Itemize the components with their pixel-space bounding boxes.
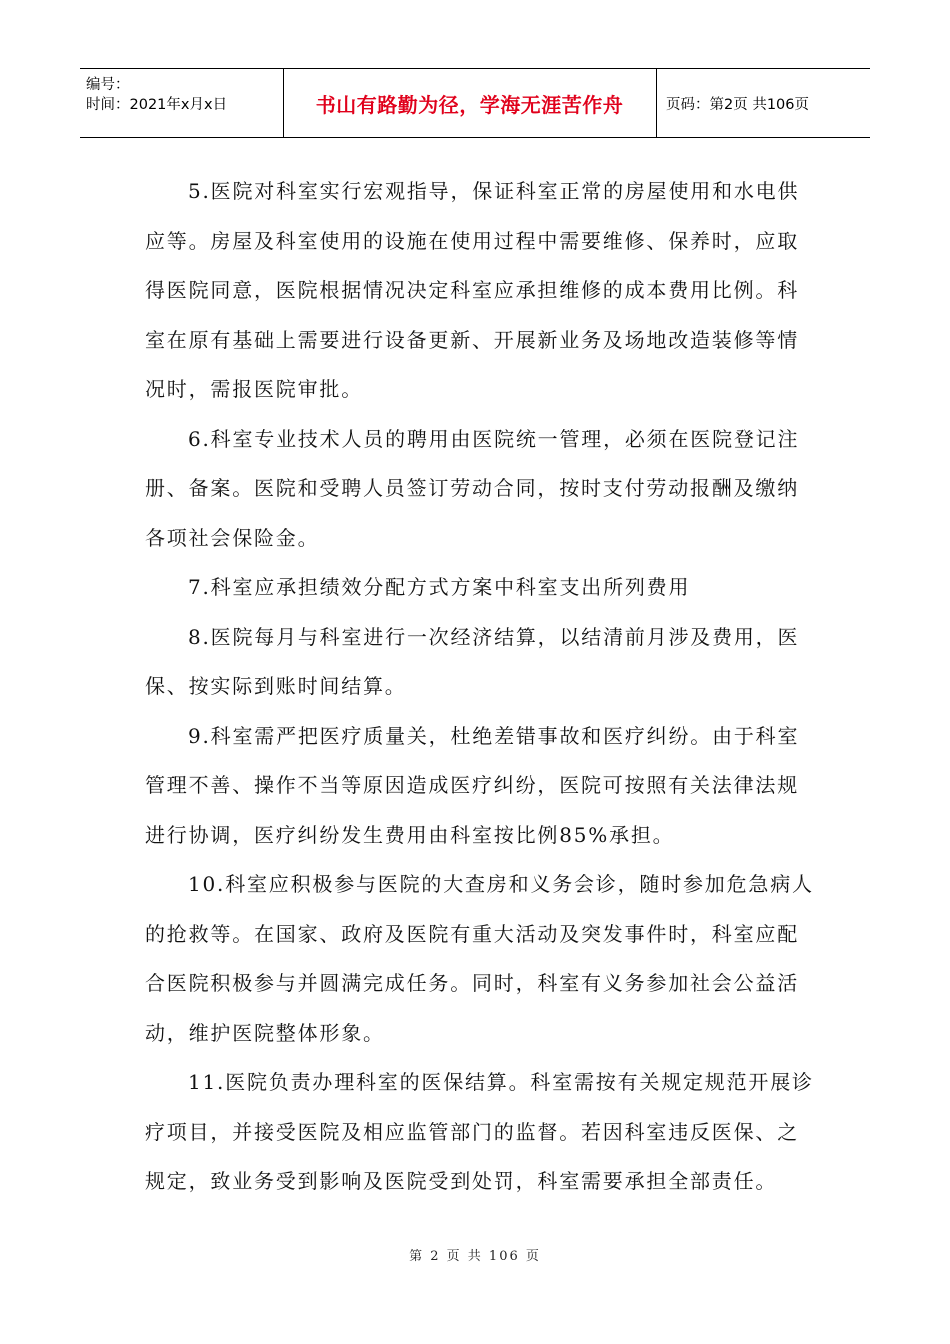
number-label: 编号： [86,77,130,93]
paragraph-11: 11.医院负责办理科室的医保结算。科室需按有关规定规范开展诊疗项目，并接受医院及相应监管部门的监督。若因科室违反医保、之规定，致业务受到影响及医院受到处罚，科室需要承担全部责任。 [145,1070,814,1193]
header-meta-cell [80,69,284,137]
paragraph-6: 6.科室专业技术人员的聘用由医院统一管理，必须在医院登记注册、备案。医院和受聘人员签订劳动合同，按时支付劳动报酬及缴纳各项社会保险金。 [145,426,800,550]
header-page-cell [656,69,870,137]
paragraph-10: 10.科室应积极参与医院的大查房和义务会诊，随时参加危急病人的抢救等。在国家、政府及医院有重大活动及突发事件时，科室应配合医院积极参与并圆满完成任务。同时，科室有义务参加社会公益活动，维护医院整体形象。 [145,872,814,1045]
motto-text: 书山有路勤为径，学海无涯苦作舟 [315,92,624,117]
document-body [145,167,815,1207]
page-footer: 第 2 页 共 106 页 [409,1249,541,1264]
page-info: 页码：第2页 共106页 [666,96,810,113]
date-label: 时间：2021年x月x日 [86,97,228,113]
page-header [80,68,870,138]
paragraph-8: 8.医院每月与科室进行一次经济结算，以结清前月涉及费用，医保、按实际到账时间结算。 [145,624,800,698]
header-motto-cell [283,69,657,137]
paragraph-9: 9.科室需严把医疗质量关，杜绝差错事故和医疗纠纷。由于科室管理不善、操作不当等原因造成医疗纠纷，医院可按照有关法律法规进行协调，医疗纠纷发生费用由科室按比例85%承担。 [145,723,800,847]
paragraph-5: 5.医院对科室实行宏观指导，保证科室正常的房屋使用和水电供应等。房屋及科室使用的设施在使用过程中需要维修、保养时，应取得医院同意，医院根据情况决定科室应承担维修的成本费用比例。科室在原有基础上需要进行设备更新、开展新业务及场地改造装修等情况时，需报医院审批。 [145,179,800,401]
paragraph-7: 7.科室应承担绩效分配方式方案中科室支出所列费用 [188,575,691,599]
